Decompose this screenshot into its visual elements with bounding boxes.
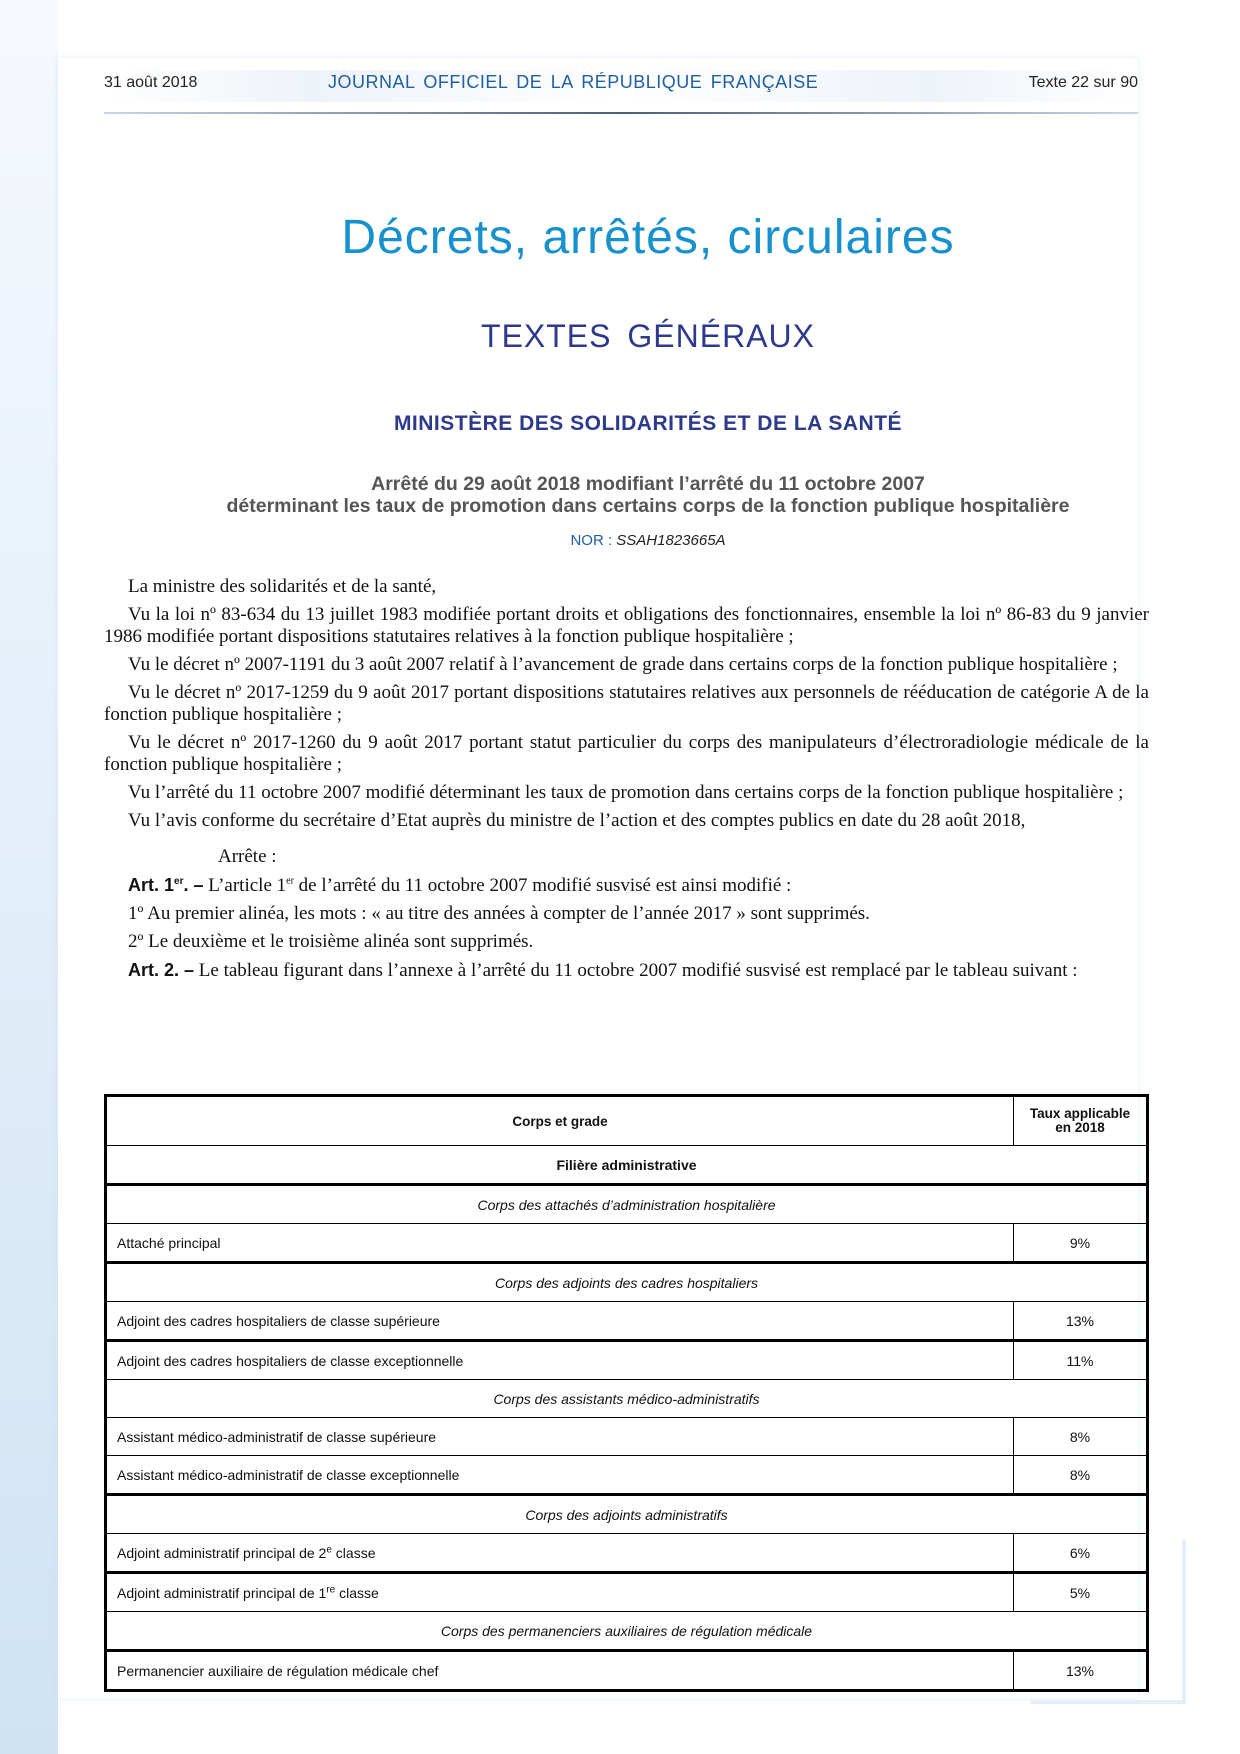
- header-rate-line-2: en 2018: [1055, 1120, 1105, 1135]
- group-row: [106, 1146, 1148, 1185]
- article-1: [104, 874, 1149, 897]
- grade-cell: Permanencier auxiliaire de régulation médicale chef: [106, 1651, 1014, 1691]
- grade-cell: Assistant médico-administratif de classe exceptionnelle: [106, 1456, 1014, 1495]
- grade-cell: [106, 1534, 1014, 1573]
- nor-code: SSAH1823665A: [616, 532, 726, 549]
- table-row: [106, 1341, 1148, 1380]
- arrete-statement: Arrête :: [218, 846, 277, 867]
- rate-cell: 9%: [1014, 1224, 1148, 1263]
- visa-paragraph: Vu l’arrêté du 11 octobre 2007 modifié déterminant les taux de promotion dans certains corps de la fonction publique hospitalière ;: [128, 782, 1124, 803]
- rate-cell: 13%: [1014, 1651, 1148, 1691]
- article-1-text-sup: er: [286, 875, 294, 887]
- article-1-label-sup: er: [174, 876, 184, 887]
- nor-reference: [58, 532, 1238, 549]
- text-number: Texte 22 sur 90: [1028, 74, 1138, 91]
- act-title-line-1: Arrêté du 29 août 2018 modifiant l’arrêté du 11 octobre 2007: [371, 473, 925, 495]
- article-2-text: Le tableau figurant dans l’annexe à l’arrêté du 11 octobre 2007 modifié susvisé est remplacé par le tableau suivant :: [194, 960, 1078, 981]
- grade-cell: Assistant médico-administratif de classe supérieure: [106, 1418, 1014, 1456]
- section-title-cell: Corps des attachés d’administration hospitalière: [106, 1185, 1148, 1224]
- grade-ordinal-sup: e: [326, 1543, 332, 1555]
- article-2: [104, 959, 1149, 982]
- group-title: Filière administrative: [106, 1146, 1148, 1185]
- header-corps-grade: Corps et grade: [106, 1096, 1014, 1146]
- preamble-intro: La ministre des solidarités et de la santé,: [128, 576, 437, 597]
- visa-paragraph: Vu le décret nº 2017-1260 du 9 août 2017 portant statut particulier du corps des manipulateurs d’électroradiologie médicale de la fonction publique hospitalière ;: [104, 732, 1149, 775]
- grade-cell: Attaché principal: [106, 1224, 1014, 1263]
- grade-text: classe: [331, 1544, 376, 1561]
- section-title-cell: Corps des adjoints des cadres hospitaliers: [106, 1263, 1148, 1302]
- article-1-text-before: L’article 1: [203, 875, 287, 896]
- section-row: [106, 1380, 1148, 1418]
- article-2-label: Art. 2. –: [128, 960, 195, 980]
- rate-cell: 11%: [1014, 1341, 1148, 1380]
- section-title: Décrets, arrêtés, circulaires: [341, 211, 955, 264]
- article-1-label-prefix: Art. 1: [128, 875, 175, 895]
- article-1-item: 1º Au premier alinéa, les mots : « au titre des années à compter de l’année 2017 » sont supprimés.: [128, 903, 870, 924]
- section-row: [106, 1263, 1148, 1302]
- table-row: [106, 1224, 1148, 1263]
- rate-cell: 13%: [1014, 1302, 1148, 1341]
- grade-text: Adjoint administratif principal de 1: [117, 1584, 327, 1601]
- table-row: [106, 1302, 1148, 1341]
- header-rate-line-1: Taux applicable: [1029, 1106, 1131, 1121]
- act-title-line-2: déterminant les taux de promotion dans certains corps de la fonction publique hospitalière: [226, 495, 1070, 517]
- header-rate: [1014, 1096, 1148, 1146]
- table-row: [106, 1573, 1148, 1612]
- section-row: [106, 1495, 1148, 1534]
- rate-cell: 8%: [1014, 1418, 1148, 1456]
- act-title: [58, 473, 1238, 517]
- grade-cell: Adjoint des cadres hospitaliers de classe supérieure: [106, 1302, 1014, 1341]
- page-corner-decoration: [1030, 1540, 1186, 1704]
- table-row: [106, 1534, 1148, 1573]
- visa-paragraph: Vu le décret nº 2017-1259 du 9 août 2017 portant dispositions statutaires relatives aux personnels de rééducation de catégorie A de la fonction publique hospitalière ;: [104, 682, 1149, 725]
- grade-text: Adjoint administratif principal de 2: [117, 1544, 327, 1561]
- rate-cell: 8%: [1014, 1456, 1148, 1495]
- table-row: [106, 1418, 1148, 1456]
- grade-text: classe: [335, 1584, 379, 1601]
- article-1-label-suffix: . –: [183, 875, 204, 895]
- ministry-name: MINISTÈRE DES SOLIDARITÉS ET DE LA SANTÉ: [393, 412, 903, 435]
- act-body: [104, 576, 1149, 988]
- table-header-row: [106, 1096, 1148, 1146]
- visa-paragraph: Vu la loi nº 83-634 du 13 juillet 1983 modifiée portant droits et obligations des fonctionnaires, ensemble la loi nº 86-83 du 9 janvier 1986 modifiée portant dispositions statutaires relatives à la fonction publique hospitalière ;: [104, 604, 1149, 647]
- subsection-title: TEXTES GÉNÉRAUX: [481, 318, 815, 354]
- section-row: [106, 1612, 1148, 1651]
- grade-cell: [106, 1573, 1014, 1612]
- page-header: [104, 70, 1138, 102]
- promotion-rates-table: [104, 1094, 1149, 1692]
- section-title-cell: Corps des adjoints administratifs: [106, 1495, 1148, 1534]
- section-title-cell: Corps des assistants médico-administratifs: [106, 1380, 1148, 1418]
- table-row: [106, 1651, 1148, 1691]
- journal-name: JOURNAL OFFICIEL DE LA RÉPUBLIQUE FRANÇAISE: [328, 72, 819, 92]
- rate-cell: 6%: [1014, 1534, 1148, 1573]
- section-row: [106, 1185, 1148, 1224]
- header-divider: [104, 112, 1138, 114]
- left-margin-band: [0, 0, 58, 1754]
- table-row: [106, 1456, 1148, 1495]
- visa-paragraph: Vu l’avis conforme du secrétaire d’Etat auprès du ministre de l’action et des comptes publics en date du 28 août 2018,: [128, 810, 1026, 831]
- grade-cell: Adjoint des cadres hospitaliers de classe exceptionnelle: [106, 1341, 1014, 1380]
- rate-cell: 5%: [1014, 1573, 1148, 1612]
- grade-ordinal-sup: re: [326, 1583, 336, 1595]
- visa-paragraph: Vu le décret nº 2007-1191 du 3 août 2007 relatif à l’avancement de grade dans certains corps de la fonction publique hospitalière ;: [128, 654, 1118, 675]
- nor-label: NOR :: [570, 532, 613, 549]
- article-1-item: 2º Le deuxième et le troisième alinéa sont supprimés.: [128, 931, 534, 952]
- section-title-cell: Corps des permanenciers auxiliaires de régulation médicale: [106, 1612, 1148, 1651]
- article-1-text-after: de l’arrêté du 11 octobre 2007 modifié susvisé est ainsi modifié :: [293, 875, 792, 896]
- article-1-label: [128, 875, 203, 895]
- publication-date: 31 août 2018: [104, 74, 198, 91]
